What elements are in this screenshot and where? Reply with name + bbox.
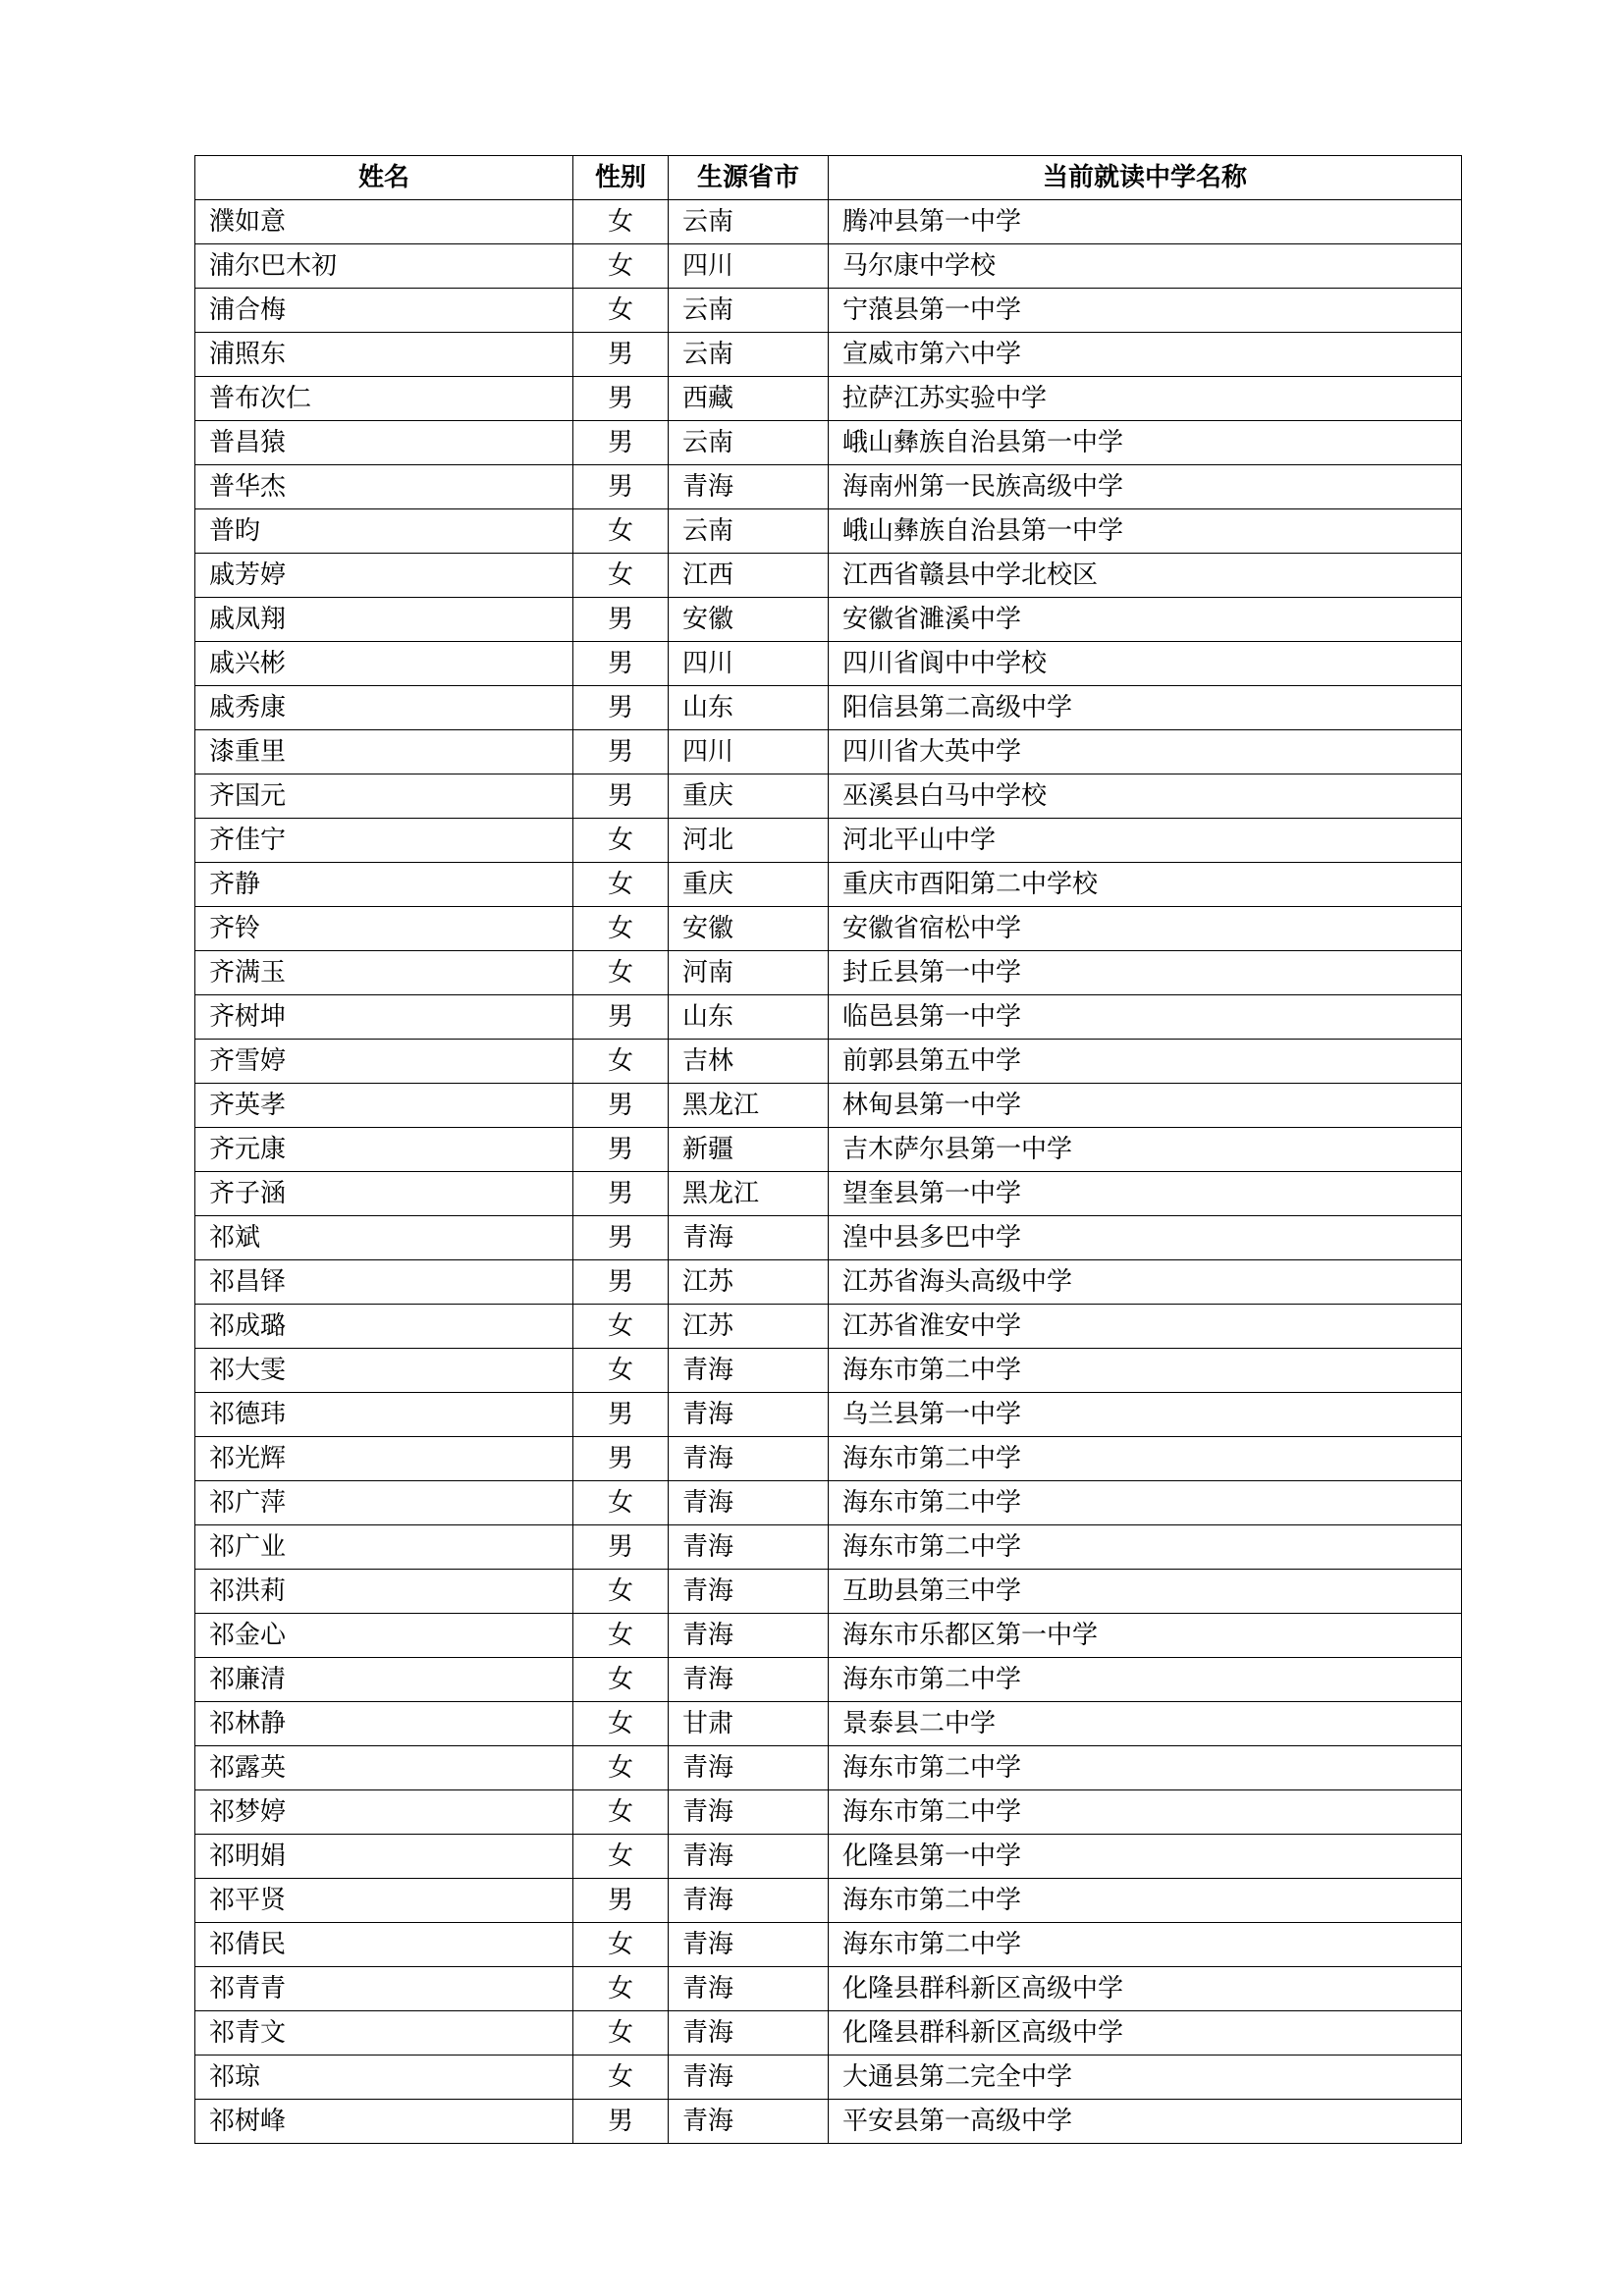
cell-name: 祁露英 [195, 1746, 573, 1790]
cell-province: 河北 [669, 819, 829, 863]
table-row [195, 1084, 1462, 1128]
cell-gender: 女 [573, 819, 669, 863]
table-row [195, 1128, 1462, 1172]
cell-school: 临邑县第一中学 [829, 995, 1462, 1040]
cell-school: 湟中县多巴中学 [829, 1216, 1462, 1260]
cell-gender: 女 [573, 1349, 669, 1393]
table-row [195, 2011, 1462, 2056]
table-row [195, 554, 1462, 598]
cell-province: 青海 [669, 1437, 829, 1481]
cell-gender: 女 [573, 554, 669, 598]
cell-gender: 男 [573, 730, 669, 774]
cell-province: 新疆 [669, 1128, 829, 1172]
cell-school: 四川省阆中中学校 [829, 642, 1462, 686]
cell-province: 甘肃 [669, 1702, 829, 1746]
cell-school: 峨山彝族自治县第一中学 [829, 509, 1462, 554]
cell-name: 齐子涵 [195, 1172, 573, 1216]
cell-name: 齐雪婷 [195, 1040, 573, 1084]
table-row [195, 1172, 1462, 1216]
table-row [195, 1393, 1462, 1437]
cell-name: 祁金心 [195, 1614, 573, 1658]
cell-gender: 女 [573, 1967, 669, 2011]
table-row [195, 598, 1462, 642]
cell-gender: 男 [573, 1128, 669, 1172]
cell-gender: 男 [573, 1172, 669, 1216]
table-row [195, 951, 1462, 995]
cell-gender: 女 [573, 1040, 669, 1084]
cell-school: 江西省赣县中学北校区 [829, 554, 1462, 598]
cell-name: 祁倩民 [195, 1923, 573, 1967]
cell-school: 望奎县第一中学 [829, 1172, 1462, 1216]
cell-name: 漆重里 [195, 730, 573, 774]
cell-name: 祁青青 [195, 1967, 573, 2011]
cell-province: 青海 [669, 1393, 829, 1437]
cell-gender: 男 [573, 465, 669, 509]
cell-name: 浦照东 [195, 333, 573, 377]
cell-name: 齐元康 [195, 1128, 573, 1172]
table-row [195, 1835, 1462, 1879]
table-row [195, 1305, 1462, 1349]
table-row [195, 509, 1462, 554]
cell-province: 青海 [669, 1570, 829, 1614]
table-row [195, 377, 1462, 421]
cell-gender: 女 [573, 1790, 669, 1835]
table-body [195, 200, 1462, 2144]
cell-province: 青海 [669, 1525, 829, 1570]
table-row [195, 2100, 1462, 2144]
cell-name: 祁大雯 [195, 1349, 573, 1393]
cell-name: 祁广萍 [195, 1481, 573, 1525]
cell-school: 江苏省海头高级中学 [829, 1260, 1462, 1305]
cell-school: 马尔康中学校 [829, 244, 1462, 289]
table-row [195, 1746, 1462, 1790]
cell-province: 青海 [669, 1967, 829, 2011]
cell-province: 吉林 [669, 1040, 829, 1084]
cell-province: 河南 [669, 951, 829, 995]
table-row [195, 2056, 1462, 2100]
table-row [195, 1437, 1462, 1481]
cell-gender: 男 [573, 1216, 669, 1260]
cell-name: 祁昌铎 [195, 1260, 573, 1305]
cell-name: 祁梦婷 [195, 1790, 573, 1835]
cell-name: 祁明娟 [195, 1835, 573, 1879]
table-row [195, 244, 1462, 289]
cell-school: 乌兰县第一中学 [829, 1393, 1462, 1437]
table-header-row [195, 156, 1462, 200]
table-row [195, 333, 1462, 377]
cell-gender: 女 [573, 509, 669, 554]
cell-province: 青海 [669, 1923, 829, 1967]
cell-province: 青海 [669, 1481, 829, 1525]
cell-province: 云南 [669, 289, 829, 333]
cell-school: 拉萨江苏实验中学 [829, 377, 1462, 421]
cell-gender: 女 [573, 1923, 669, 1967]
cell-province: 青海 [669, 1746, 829, 1790]
cell-name: 祁洪莉 [195, 1570, 573, 1614]
table-row [195, 1349, 1462, 1393]
table-row [195, 1525, 1462, 1570]
cell-school: 海东市第二中学 [829, 1923, 1462, 1967]
table-row [195, 1967, 1462, 2011]
table-row [195, 1260, 1462, 1305]
cell-school: 封丘县第一中学 [829, 951, 1462, 995]
cell-name: 普华杰 [195, 465, 573, 509]
cell-name: 齐铃 [195, 907, 573, 951]
cell-gender: 女 [573, 1570, 669, 1614]
cell-school: 大通县第二完全中学 [829, 2056, 1462, 2100]
table-row [195, 819, 1462, 863]
cell-province: 青海 [669, 1879, 829, 1923]
table-row [195, 1570, 1462, 1614]
cell-name: 濮如意 [195, 200, 573, 244]
cell-gender: 男 [573, 1879, 669, 1923]
cell-gender: 男 [573, 377, 669, 421]
cell-gender: 女 [573, 2011, 669, 2056]
cell-province: 云南 [669, 333, 829, 377]
cell-gender: 男 [573, 333, 669, 377]
cell-province: 重庆 [669, 863, 829, 907]
cell-name: 戚芳婷 [195, 554, 573, 598]
cell-name: 祁德玮 [195, 1393, 573, 1437]
table-row [195, 686, 1462, 730]
cell-school: 海东市第二中学 [829, 1658, 1462, 1702]
cell-gender: 女 [573, 244, 669, 289]
cell-school: 海东市第二中学 [829, 1349, 1462, 1393]
table-row [195, 1216, 1462, 1260]
cell-school: 海东市第二中学 [829, 1746, 1462, 1790]
cell-province: 山东 [669, 686, 829, 730]
cell-name: 齐国元 [195, 774, 573, 819]
table-row [195, 289, 1462, 333]
cell-school: 江苏省淮安中学 [829, 1305, 1462, 1349]
cell-name: 祁平贤 [195, 1879, 573, 1923]
cell-name: 普布次仁 [195, 377, 573, 421]
cell-name: 祁廉清 [195, 1658, 573, 1702]
cell-name: 祁斌 [195, 1216, 573, 1260]
cell-school: 化隆县第一中学 [829, 1835, 1462, 1879]
table-row [195, 1040, 1462, 1084]
table-row [195, 1790, 1462, 1835]
cell-province: 青海 [669, 1835, 829, 1879]
cell-name: 祁树峰 [195, 2100, 573, 2144]
cell-province: 四川 [669, 244, 829, 289]
cell-gender: 女 [573, 1746, 669, 1790]
cell-province: 山东 [669, 995, 829, 1040]
cell-name: 祁广业 [195, 1525, 573, 1570]
cell-school: 峨山彝族自治县第一中学 [829, 421, 1462, 465]
cell-province: 黑龙江 [669, 1084, 829, 1128]
cell-school: 化隆县群科新区高级中学 [829, 2011, 1462, 2056]
cell-gender: 女 [573, 2056, 669, 2100]
table-row [195, 465, 1462, 509]
cell-gender: 女 [573, 863, 669, 907]
student-table [194, 155, 1462, 2144]
cell-province: 四川 [669, 642, 829, 686]
cell-gender: 女 [573, 1702, 669, 1746]
cell-gender: 女 [573, 1614, 669, 1658]
cell-province: 重庆 [669, 774, 829, 819]
cell-gender: 女 [573, 1481, 669, 1525]
cell-gender: 女 [573, 289, 669, 333]
cell-gender: 男 [573, 1437, 669, 1481]
header-name: 姓名 [195, 156, 573, 200]
cell-school: 海东市乐都区第一中学 [829, 1614, 1462, 1658]
header-school: 当前就读中学名称 [829, 156, 1462, 200]
cell-province: 云南 [669, 421, 829, 465]
cell-school: 腾冲县第一中学 [829, 200, 1462, 244]
cell-school: 前郭县第五中学 [829, 1040, 1462, 1084]
cell-gender: 女 [573, 951, 669, 995]
cell-province: 云南 [669, 509, 829, 554]
cell-province: 江苏 [669, 1305, 829, 1349]
cell-name: 齐满玉 [195, 951, 573, 995]
cell-school: 平安县第一高级中学 [829, 2100, 1462, 2144]
cell-province: 青海 [669, 1614, 829, 1658]
cell-gender: 男 [573, 995, 669, 1040]
table-row [195, 863, 1462, 907]
cell-name: 齐佳宁 [195, 819, 573, 863]
cell-name: 齐英孝 [195, 1084, 573, 1128]
cell-province: 青海 [669, 2056, 829, 2100]
cell-province: 安徽 [669, 907, 829, 951]
cell-gender: 男 [573, 598, 669, 642]
cell-school: 海东市第二中学 [829, 1525, 1462, 1570]
cell-name: 普昀 [195, 509, 573, 554]
table-row [195, 1702, 1462, 1746]
cell-province: 青海 [669, 1790, 829, 1835]
cell-school: 安徽省宿松中学 [829, 907, 1462, 951]
cell-school: 吉木萨尔县第一中学 [829, 1128, 1462, 1172]
cell-province: 青海 [669, 1216, 829, 1260]
cell-school: 海东市第二中学 [829, 1879, 1462, 1923]
cell-school: 海南州第一民族高级中学 [829, 465, 1462, 509]
cell-name: 祁光辉 [195, 1437, 573, 1481]
cell-name: 祁成璐 [195, 1305, 573, 1349]
cell-school: 海东市第二中学 [829, 1481, 1462, 1525]
table-row [195, 1658, 1462, 1702]
cell-province: 黑龙江 [669, 1172, 829, 1216]
cell-name: 戚凤翔 [195, 598, 573, 642]
table-row [195, 774, 1462, 819]
cell-school: 阳信县第二高级中学 [829, 686, 1462, 730]
cell-school: 安徽省濉溪中学 [829, 598, 1462, 642]
cell-name: 戚兴彬 [195, 642, 573, 686]
cell-gender: 男 [573, 1084, 669, 1128]
table-row [195, 1923, 1462, 1967]
cell-school: 化隆县群科新区高级中学 [829, 1967, 1462, 2011]
cell-gender: 男 [573, 642, 669, 686]
cell-name: 戚秀康 [195, 686, 573, 730]
cell-province: 江西 [669, 554, 829, 598]
cell-school: 四川省大英中学 [829, 730, 1462, 774]
table-row [195, 421, 1462, 465]
cell-province: 青海 [669, 465, 829, 509]
cell-gender: 女 [573, 1658, 669, 1702]
cell-name: 浦尔巴木初 [195, 244, 573, 289]
cell-name: 齐树坤 [195, 995, 573, 1040]
table-row [195, 1879, 1462, 1923]
cell-name: 普昌猿 [195, 421, 573, 465]
cell-province: 西藏 [669, 377, 829, 421]
cell-gender: 男 [573, 1525, 669, 1570]
cell-gender: 男 [573, 686, 669, 730]
cell-school: 重庆市酉阳第二中学校 [829, 863, 1462, 907]
cell-gender: 男 [573, 1393, 669, 1437]
table-row [195, 1481, 1462, 1525]
header-province: 生源省市 [669, 156, 829, 200]
cell-gender: 女 [573, 1305, 669, 1349]
cell-province: 青海 [669, 2100, 829, 2144]
table-row [195, 995, 1462, 1040]
cell-name: 祁琼 [195, 2056, 573, 2100]
table-row [195, 642, 1462, 686]
cell-school: 巫溪县白马中学校 [829, 774, 1462, 819]
cell-province: 青海 [669, 1658, 829, 1702]
cell-province: 青海 [669, 1349, 829, 1393]
cell-school: 景泰县二中学 [829, 1702, 1462, 1746]
cell-gender: 男 [573, 421, 669, 465]
table-row [195, 730, 1462, 774]
cell-name: 祁青文 [195, 2011, 573, 2056]
cell-province: 安徽 [669, 598, 829, 642]
cell-gender: 男 [573, 2100, 669, 2144]
cell-school: 林甸县第一中学 [829, 1084, 1462, 1128]
cell-gender: 女 [573, 907, 669, 951]
cell-province: 江苏 [669, 1260, 829, 1305]
header-gender: 性别 [573, 156, 669, 200]
table-row [195, 1614, 1462, 1658]
cell-name: 齐静 [195, 863, 573, 907]
cell-school: 宣威市第六中学 [829, 333, 1462, 377]
cell-school: 海东市第二中学 [829, 1437, 1462, 1481]
cell-province: 四川 [669, 730, 829, 774]
cell-school: 河北平山中学 [829, 819, 1462, 863]
cell-name: 浦合梅 [195, 289, 573, 333]
cell-school: 互助县第三中学 [829, 1570, 1462, 1614]
cell-gender: 女 [573, 1835, 669, 1879]
cell-province: 云南 [669, 200, 829, 244]
cell-province: 青海 [669, 2011, 829, 2056]
cell-school: 宁蒗县第一中学 [829, 289, 1462, 333]
cell-gender: 男 [573, 774, 669, 819]
cell-school: 海东市第二中学 [829, 1790, 1462, 1835]
cell-gender: 男 [573, 1260, 669, 1305]
table-row [195, 907, 1462, 951]
cell-gender: 女 [573, 200, 669, 244]
table-row [195, 200, 1462, 244]
cell-name: 祁林静 [195, 1702, 573, 1746]
